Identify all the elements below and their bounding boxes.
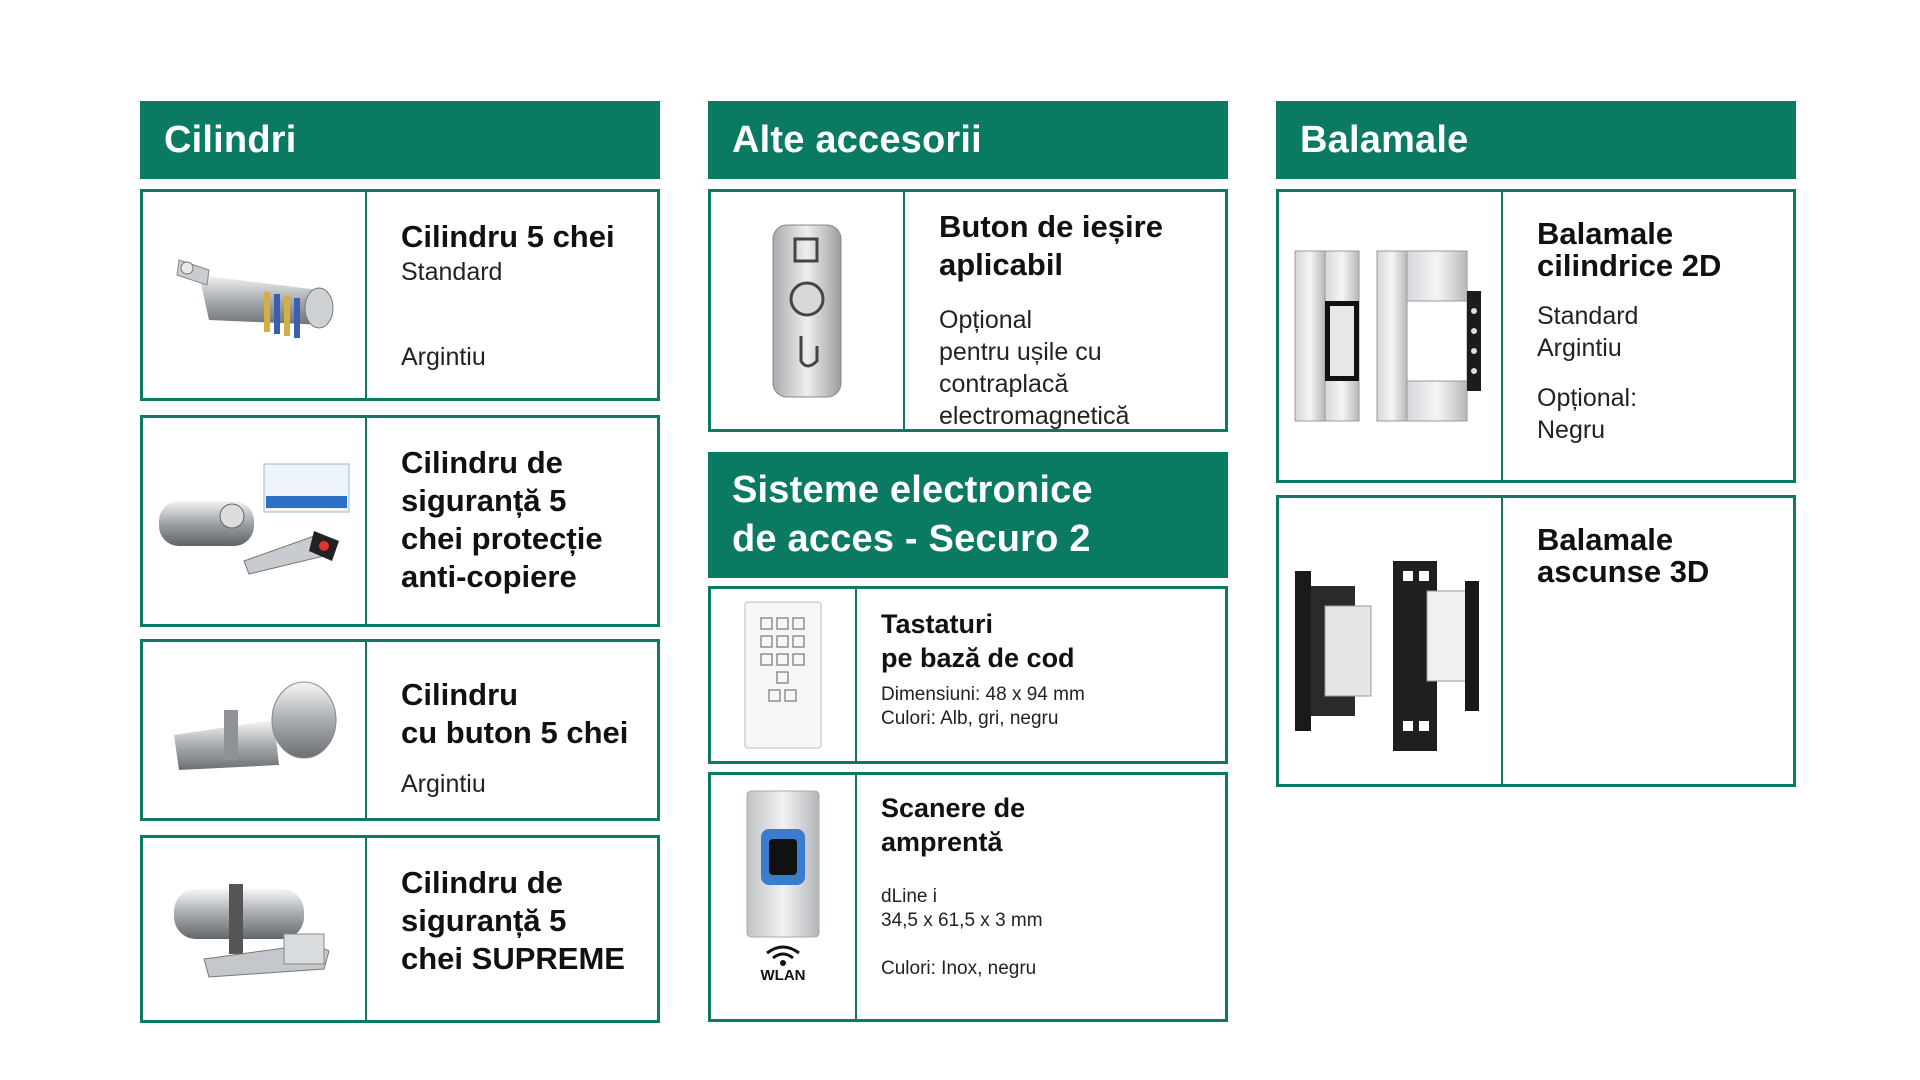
- header-alte-accesorii: [708, 101, 1228, 179]
- header-title: Alte accesorii: [732, 118, 982, 161]
- product-title-line: chei protecție: [401, 521, 603, 556]
- product-optional-line: Opțional:: [1537, 384, 1638, 412]
- product-desc-line: electromagnetică: [939, 402, 1130, 430]
- header-title: Cilindri: [164, 118, 297, 161]
- product-title-line: Scanere de: [881, 793, 1026, 823]
- product-subtitle: Standard: [401, 258, 503, 286]
- thumb-cylinder-image: [143, 642, 367, 818]
- product-spec-line: Dimensiuni: 48 x 94 mm: [881, 684, 1085, 705]
- product-desc-line: Opțional: [939, 306, 1033, 334]
- product-title-line: Tastaturi: [881, 609, 994, 639]
- product-title-line: Cilindru: [401, 677, 519, 712]
- product-optional-line: Negru: [1537, 416, 1606, 444]
- hinge-icon: [1285, 241, 1495, 431]
- product-card-tastaturi[interactable]: [708, 586, 1228, 764]
- product-title-line: chei SUPREME: [401, 941, 625, 976]
- cylinder-lock-icon: [164, 869, 344, 989]
- product-desc-line: contraplacă: [939, 370, 1069, 398]
- hinge-3d-image: [1279, 498, 1503, 784]
- header-cilindri: [140, 101, 660, 179]
- product-spec-line: Argintiu: [1537, 334, 1622, 362]
- product-title-line: Balamale: [1537, 522, 1674, 557]
- product-card-cilindru-5-chei[interactable]: [140, 189, 660, 401]
- product-title-line: anti-copiere: [401, 559, 577, 594]
- hinge-icon: [1285, 531, 1495, 751]
- product-title: Cilindru 5 chei: [401, 219, 615, 254]
- product-title-line: ascunse 3D: [1537, 554, 1710, 589]
- product-spec-line: Culori: Alb, gri, negru: [881, 708, 1059, 729]
- cylinder-lock-icon: [154, 456, 354, 586]
- product-color: Argintiu: [401, 343, 486, 371]
- column-balamale: [1276, 101, 1796, 787]
- product-card-cilindru-anti-copiere[interactable]: [140, 415, 660, 627]
- cylinder-lock-icon: [164, 670, 344, 790]
- header-title-line: de acces - Securo 2: [732, 518, 1091, 560]
- product-card-balamale-3d[interactable]: [1276, 495, 1796, 787]
- product-title-line: cu buton 5 chei: [401, 715, 629, 750]
- keypad-icon: [743, 600, 823, 750]
- product-card-scanere[interactable]: [708, 772, 1228, 1022]
- cylinder-lock-icon: [169, 230, 339, 360]
- product-title-line: cilindrice 2D: [1537, 248, 1722, 283]
- product-card-balamale-2d[interactable]: [1276, 189, 1796, 483]
- product-color: Argintiu: [401, 770, 486, 798]
- supreme-cylinder-image: [143, 838, 367, 1020]
- product-title-line: Cilindru de: [401, 865, 563, 900]
- product-title-line: Cilindru de: [401, 445, 563, 480]
- product-title-line: aplicabil: [939, 247, 1064, 282]
- product-spec-line: dLine i: [881, 886, 937, 907]
- exit-button-image: [711, 192, 905, 429]
- keypad-image: [711, 589, 857, 761]
- product-colors: Culori: Inox, negru: [881, 958, 1037, 979]
- product-spec-line: 34,5 x 61,5 x 3 mm: [881, 910, 1043, 931]
- wifi-icon: [763, 945, 803, 967]
- product-card-buton-iesire[interactable]: [708, 189, 1228, 432]
- product-title-line: pe bază de cod: [881, 643, 1075, 673]
- product-title-line: Buton de ieșire: [939, 209, 1163, 244]
- cylinder-lock-image: [143, 192, 367, 398]
- product-spec-line: Standard: [1537, 302, 1639, 330]
- product-title-line: Balamale: [1537, 216, 1674, 251]
- column-accesorii: [708, 101, 1228, 1022]
- hinge-2d-image: [1279, 192, 1503, 480]
- fingerprint-scanner-icon: [745, 789, 821, 939]
- product-card-cilindru-buton[interactable]: [140, 639, 660, 821]
- product-title-line: siguranță 5: [401, 903, 567, 938]
- header-title-line: Sisteme electronice: [732, 469, 1093, 511]
- exit-button-icon: [767, 221, 847, 401]
- header-balamale: [1276, 101, 1796, 179]
- product-title-line: siguranță 5: [401, 483, 567, 518]
- cylinder-keys-image: [143, 418, 367, 624]
- header-title: Balamale: [1300, 118, 1469, 161]
- product-desc-line: pentru ușile cu: [939, 338, 1102, 366]
- column-cilindri: [140, 101, 660, 1023]
- product-title-line: amprentă: [881, 827, 1003, 857]
- fingerprint-scanner-image: [711, 775, 857, 1019]
- product-card-cilindru-supreme[interactable]: [140, 835, 660, 1023]
- header-securo: [708, 452, 1228, 578]
- wlan-badge: WLAN: [760, 967, 806, 984]
